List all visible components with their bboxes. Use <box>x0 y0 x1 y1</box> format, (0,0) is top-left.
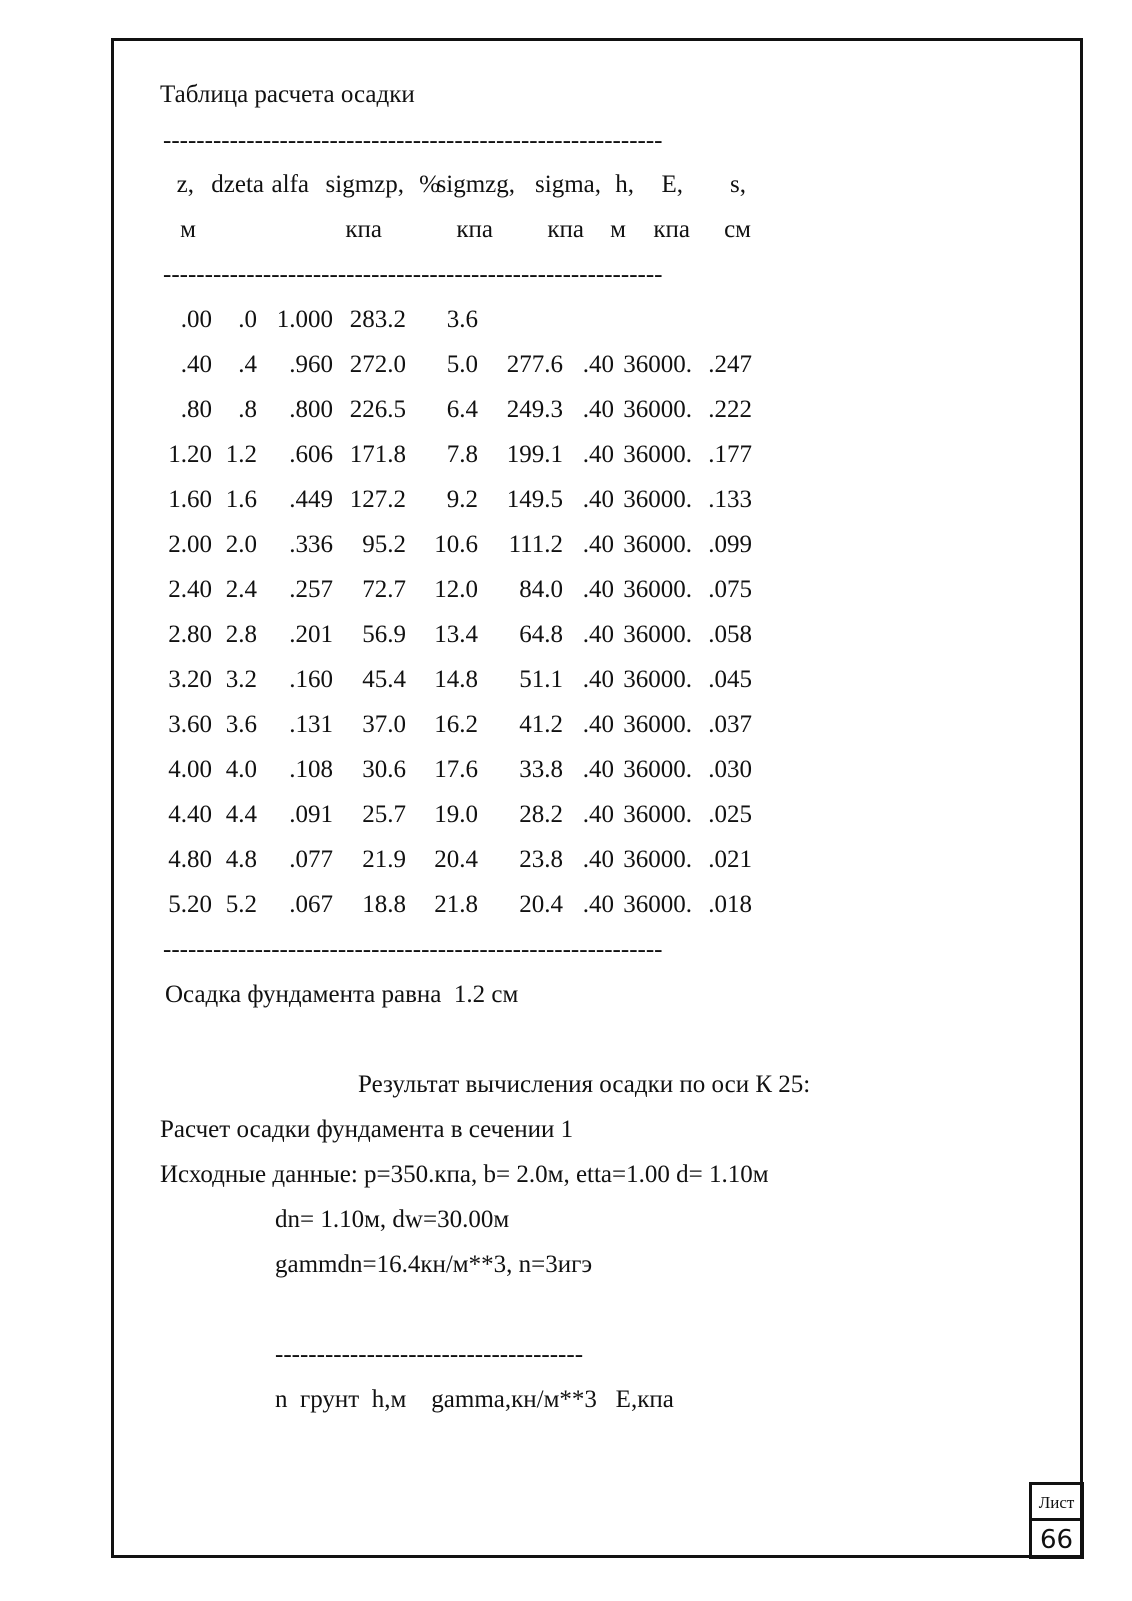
table-cell: .045 <box>708 666 752 693</box>
unit-cell: кпа <box>653 216 690 243</box>
table-cell: 249.3 <box>506 396 563 423</box>
table-cell: 2.80 <box>168 621 212 648</box>
unit-cell: м <box>180 216 196 243</box>
table-cell: 18.8 <box>362 891 406 918</box>
table-cell: 1.2 <box>225 441 257 468</box>
table-cell: 10.6 <box>434 531 478 558</box>
settlement-result: Осадка фундамента равна 1.2 см <box>165 981 519 1008</box>
table-cell: 2.4 <box>225 576 257 603</box>
table-cell: .800 <box>289 396 333 423</box>
sheet-number: 66 <box>1039 1525 1074 1555</box>
table-cell: 30.6 <box>362 756 406 783</box>
table-cell: 36000. <box>623 531 692 558</box>
table-cell: 1.6 <box>225 486 257 513</box>
table-cell: 111.2 <box>508 531 563 558</box>
table-cell: 36000. <box>623 756 692 783</box>
table-cell: .4 <box>238 351 257 378</box>
table-cell: 3.6 <box>446 306 478 333</box>
table-cell: 36000. <box>623 711 692 738</box>
table-cell: 2.00 <box>168 531 212 558</box>
soil-table-separator: ------------------------------------- <box>275 1341 584 1368</box>
table-cell: 2.40 <box>168 576 212 603</box>
table-cell: 277.6 <box>506 351 563 378</box>
input-data-line-3: gammdn=16.4кн/м**3, n=3игэ <box>275 1251 593 1278</box>
table-cell: .099 <box>708 531 752 558</box>
table-cell: .133 <box>708 486 752 513</box>
table-cell: 3.6 <box>225 711 257 738</box>
table-cell: 4.0 <box>225 756 257 783</box>
table-cell: .018 <box>708 891 752 918</box>
table-cell: 84.0 <box>519 576 563 603</box>
table-cell: .336 <box>289 531 333 558</box>
sheet-stamp <box>1029 1482 1084 1559</box>
table-cell: 56.9 <box>362 621 406 648</box>
unit-cell: кпа <box>345 216 382 243</box>
table-cell: .40 <box>582 711 614 738</box>
table-cell: 95.2 <box>362 531 406 558</box>
table-cell: 6.4 <box>446 396 478 423</box>
input-data-line-2: dn= 1.10м, dw=30.00м <box>275 1206 510 1233</box>
table-cell: 3.60 <box>168 711 212 738</box>
table-cell: .030 <box>708 756 752 783</box>
table-cell: .067 <box>289 891 333 918</box>
table-cell: .257 <box>289 576 333 603</box>
table-cell: 36000. <box>623 576 692 603</box>
table-cell: 2.8 <box>225 621 257 648</box>
table-cell: .40 <box>582 846 614 873</box>
table-cell: 72.7 <box>362 576 406 603</box>
table-cell: .075 <box>708 576 752 603</box>
table-cell: 19.0 <box>434 801 478 828</box>
table-separator-mid: ------------------------------------------------------------ <box>163 261 663 288</box>
table-cell: 226.5 <box>349 396 406 423</box>
table-cell: 20.4 <box>519 891 563 918</box>
table-cell: 4.80 <box>168 846 212 873</box>
table-cell: .80 <box>180 396 212 423</box>
table-cell: .40 <box>582 666 614 693</box>
header-cell: s, <box>730 171 746 198</box>
table-cell: .037 <box>708 711 752 738</box>
table-cell: 36000. <box>623 441 692 468</box>
table-cell: .201 <box>289 621 333 648</box>
table-cell: .160 <box>289 666 333 693</box>
header-cell: sigma, <box>535 171 601 198</box>
table-cell: .247 <box>708 351 752 378</box>
header-cell: alfa <box>271 171 309 198</box>
table-cell: .40 <box>582 891 614 918</box>
table-cell: 36000. <box>623 486 692 513</box>
table-cell: 17.6 <box>434 756 478 783</box>
table-cell: 36000. <box>623 621 692 648</box>
soil-table-header: n грунт h,м gamma,кн/м**3 E,кпа <box>275 1386 674 1413</box>
table-cell: 13.4 <box>434 621 478 648</box>
unit-cell: кпа <box>547 216 584 243</box>
section-title: Расчет осадки фундамента в сечении 1 <box>160 1116 574 1143</box>
table-cell: 149.5 <box>506 486 563 513</box>
table-cell: 23.8 <box>519 846 563 873</box>
table-cell: .40 <box>582 801 614 828</box>
table-cell: 36000. <box>623 891 692 918</box>
table-cell: 3.2 <box>225 666 257 693</box>
table-cell: .449 <box>289 486 333 513</box>
table-cell: .025 <box>708 801 752 828</box>
table-cell: .021 <box>708 846 752 873</box>
table-cell: 36000. <box>623 666 692 693</box>
header-cell: sigmzp, <box>325 171 404 198</box>
table-cell: .40 <box>582 396 614 423</box>
table-cell: .40 <box>582 531 614 558</box>
header-cell: dzeta <box>211 171 264 198</box>
table-cell: 14.8 <box>434 666 478 693</box>
header-cell: % <box>419 171 440 198</box>
table-cell: .40 <box>582 351 614 378</box>
table-cell: 25.7 <box>362 801 406 828</box>
table-cell: 33.8 <box>519 756 563 783</box>
table-cell: 36000. <box>623 351 692 378</box>
table-cell: 5.2 <box>225 891 257 918</box>
table-cell: 1.20 <box>168 441 212 468</box>
table-cell: 1.60 <box>168 486 212 513</box>
table-cell: 2.0 <box>225 531 257 558</box>
table-cell: 20.4 <box>434 846 478 873</box>
table-cell: .077 <box>289 846 333 873</box>
result-title: Результат вычисления осадки по оси К 25: <box>358 1071 811 1098</box>
table-cell: 199.1 <box>506 441 563 468</box>
table-cell: .40 <box>180 351 212 378</box>
table-cell: .40 <box>582 441 614 468</box>
table-cell: 272.0 <box>349 351 406 378</box>
table-cell: .40 <box>582 576 614 603</box>
table-cell: 1.000 <box>276 306 333 333</box>
table-cell: .8 <box>238 396 257 423</box>
table-cell: 4.00 <box>168 756 212 783</box>
table-title: Таблица расчета осадки <box>160 81 415 108</box>
header-cell: h, <box>615 171 634 198</box>
table-cell: .131 <box>289 711 333 738</box>
table-cell: 37.0 <box>362 711 406 738</box>
table-cell: 64.8 <box>519 621 563 648</box>
table-cell: 5.20 <box>168 891 212 918</box>
table-cell: 21.9 <box>362 846 406 873</box>
table-cell: 16.2 <box>434 711 478 738</box>
table-cell: 7.8 <box>446 441 478 468</box>
table-cell: .40 <box>582 756 614 783</box>
input-data-line-1: Исходные данные: p=350.кпа, b= 2.0м, etta=1.00 d= 1.10м <box>160 1161 769 1188</box>
table-cell: .40 <box>582 621 614 648</box>
table-cell: .108 <box>289 756 333 783</box>
table-cell: 4.4 <box>225 801 257 828</box>
table-cell: .222 <box>708 396 752 423</box>
unit-cell: кпа <box>456 216 493 243</box>
unit-cell: м <box>610 216 626 243</box>
table-cell: 41.2 <box>519 711 563 738</box>
table-cell: .0 <box>238 306 257 333</box>
table-cell: .091 <box>289 801 333 828</box>
table-cell: .606 <box>289 441 333 468</box>
table-cell: 3.20 <box>168 666 212 693</box>
table-cell: 9.2 <box>446 486 478 513</box>
table-cell: 51.1 <box>519 666 563 693</box>
table-cell: 12.0 <box>434 576 478 603</box>
table-cell: .960 <box>289 351 333 378</box>
table-cell: 21.8 <box>434 891 478 918</box>
table-cell: 171.8 <box>349 441 406 468</box>
table-cell: 4.40 <box>168 801 212 828</box>
table-cell: .058 <box>708 621 752 648</box>
table-cell: 5.0 <box>446 351 478 378</box>
table-cell: 36000. <box>623 396 692 423</box>
header-cell: E, <box>661 171 683 198</box>
table-separator-top: ------------------------------------------------------------ <box>163 127 663 154</box>
table-cell: .40 <box>582 486 614 513</box>
table-cell: 28.2 <box>519 801 563 828</box>
table-cell: 283.2 <box>349 306 406 333</box>
sheet-label: Лист <box>1032 1485 1081 1521</box>
table-separator-bottom: ------------------------------------------------------------ <box>163 936 663 963</box>
header-cell: z, <box>176 171 194 198</box>
unit-cell: см <box>724 216 751 243</box>
table-cell: 36000. <box>623 801 692 828</box>
table-cell: .00 <box>180 306 212 333</box>
table-cell: .177 <box>708 441 752 468</box>
header-cell: sigmzg, <box>436 171 515 198</box>
table-cell: 4.8 <box>225 846 257 873</box>
table-cell: 36000. <box>623 846 692 873</box>
table-cell: 127.2 <box>349 486 406 513</box>
table-cell: 45.4 <box>362 666 406 693</box>
